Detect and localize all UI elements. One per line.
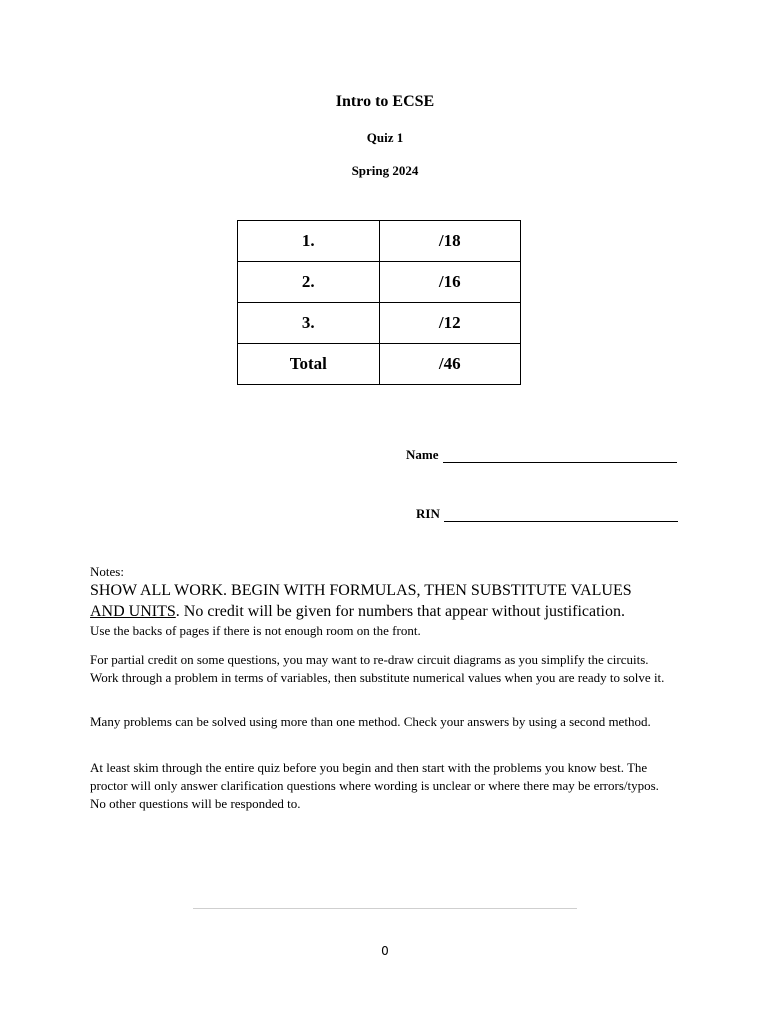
rin-blank-line[interactable] <box>444 509 678 522</box>
notes-label: Notes: <box>90 564 124 579</box>
table-row-total <box>238 344 521 385</box>
emphasis-rest: . No credit will be given for numbers that appear without justification. <box>175 603 625 620</box>
notes-emphasis <box>90 580 690 622</box>
rin-field <box>416 506 678 522</box>
points-cell: /12 <box>379 303 520 344</box>
emphasis-line1: SHOW ALL WORK. BEGIN WITH FORMULAS, THEN SUBSTITUTE VALUES <box>90 582 632 599</box>
score-table <box>237 220 521 385</box>
name-label: Name <box>406 447 439 462</box>
problem-number-cell: 2. <box>238 262 380 303</box>
total-points-cell: /46 <box>379 344 520 385</box>
table-row <box>238 221 521 262</box>
term-title: Spring 2024 <box>351 163 419 178</box>
note-methods: Many problems can be solved using more than one method. Check your answers by using a second method. <box>90 714 651 729</box>
rin-label: RIN <box>416 506 440 521</box>
points-cell: /16 <box>379 262 520 303</box>
table-row <box>238 303 521 344</box>
footer-divider <box>193 908 577 909</box>
problem-number-cell: 3. <box>238 303 380 344</box>
quiz-title: Quiz 1 <box>366 130 404 145</box>
points-cell: /18 <box>379 221 520 262</box>
emphasis-underlined: AND UNITS <box>90 603 176 620</box>
problem-number-cell: 1. <box>238 221 380 262</box>
note-skim: At least skim through the entire quiz before you begin and then start with the problems you know best. The proctor will only answer clarification questions where wording is unclear or where there may be errors/typos. No other questions will be responded to. <box>90 760 659 811</box>
note-partial-credit: For partial credit on some questions, you may want to re-draw circuit diagrams as you simplify the circuits. Work through a problem in terms of variables, then substitute numerical values when you are ready to solve it. <box>90 652 665 685</box>
note-backs-of-pages: Use the backs of pages if there is not enough room on the front. <box>90 623 421 638</box>
name-field <box>406 447 677 463</box>
table-row <box>238 262 521 303</box>
page-number: 0 <box>381 944 389 958</box>
name-blank-line[interactable] <box>443 450 677 463</box>
course-title: Intro to ECSE <box>335 93 435 110</box>
total-label-cell: Total <box>238 344 380 385</box>
